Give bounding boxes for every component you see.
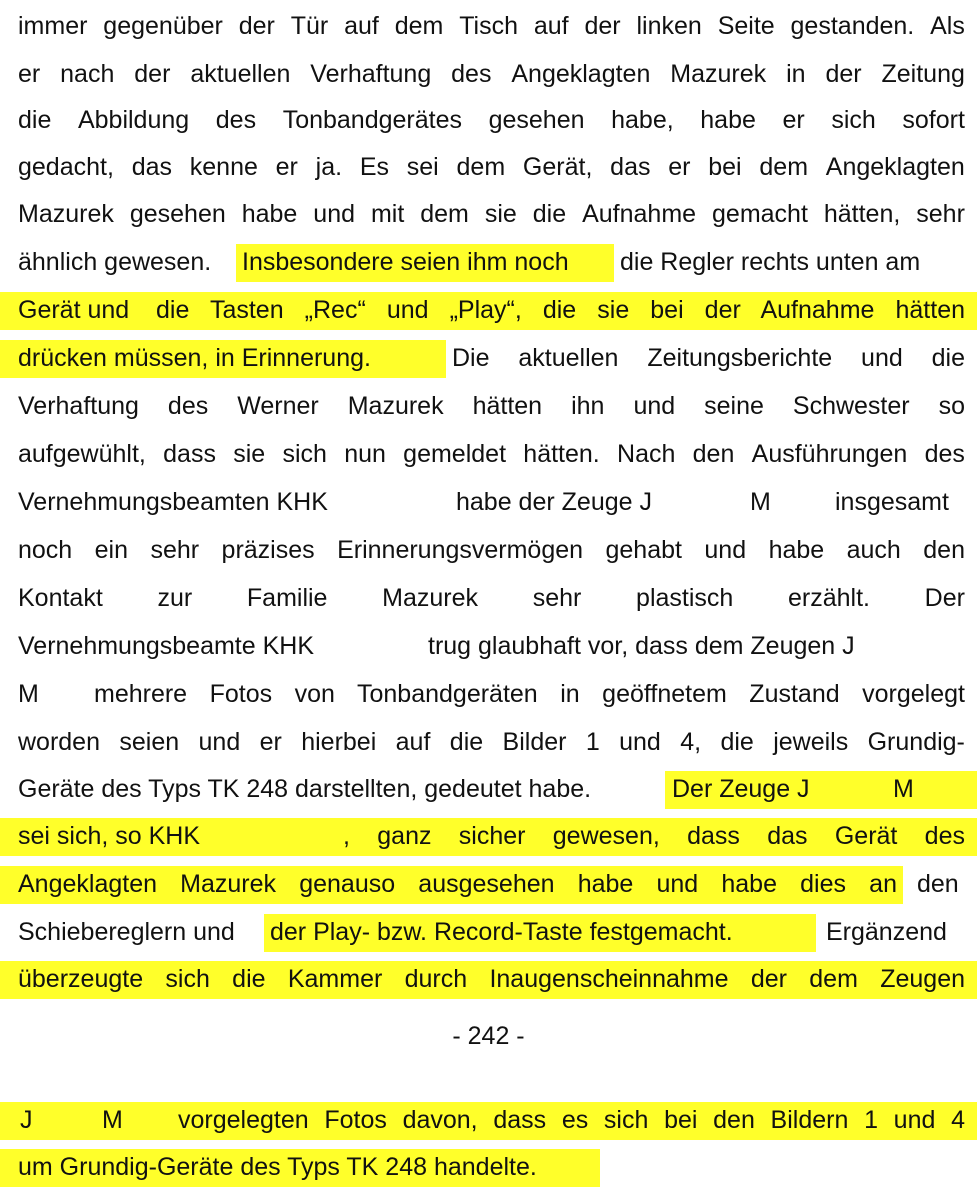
word: sei xyxy=(406,153,439,181)
word: Ausführungen xyxy=(751,440,908,468)
word: Tür xyxy=(290,12,329,40)
word: der xyxy=(584,12,621,40)
word: 1 xyxy=(585,728,600,756)
word: dem xyxy=(420,200,469,228)
highlighted-text: sei sich, so KHK xyxy=(18,822,201,850)
highlighted-text: Insbesondere seien ihm noch xyxy=(242,248,569,276)
word: sehr xyxy=(532,584,582,612)
word: gesehen xyxy=(488,106,585,134)
word: hierbei xyxy=(301,728,377,756)
word: das xyxy=(131,153,172,181)
word: hätten, xyxy=(823,200,901,228)
word: Seite xyxy=(717,12,775,40)
word: worden xyxy=(18,728,100,756)
word: sie xyxy=(484,200,517,228)
word: er xyxy=(782,106,805,134)
word: jeweils xyxy=(773,728,849,756)
word: des xyxy=(167,392,209,420)
word: gedacht, xyxy=(18,153,114,181)
word: Erinnerungsvermögen xyxy=(337,536,584,564)
highlighted-text: Angeklagten Mazurek genauso ausgesehen habe und habe dies an xyxy=(18,870,897,898)
text-segment: Schiebereglern und xyxy=(18,918,235,946)
word: noch xyxy=(18,536,73,564)
text-line xyxy=(0,1096,977,1144)
word: Angeklagten xyxy=(511,60,651,88)
word: Es xyxy=(359,153,390,181)
text-line xyxy=(18,526,965,574)
text-segment: insgesamt xyxy=(835,488,949,516)
word: die xyxy=(532,200,567,228)
word: ja. xyxy=(315,153,343,181)
highlighted-text: , ganz sicher gewesen, dass das Gerät des xyxy=(343,822,965,850)
text-line xyxy=(18,430,965,478)
word: hätten. xyxy=(523,440,600,468)
word: Mazurek xyxy=(18,200,114,228)
word: in xyxy=(786,60,806,88)
text-segment: Ergänzend xyxy=(826,918,947,946)
word: des xyxy=(215,106,257,134)
page-number: - 242 - xyxy=(452,1022,525,1050)
word: Gerät, xyxy=(522,153,593,181)
word: zur xyxy=(157,584,193,612)
text-segment: Gerät und xyxy=(18,296,130,324)
word: Abbildung xyxy=(77,106,190,134)
highlighted-text: M xyxy=(893,775,914,803)
word: Zeitung xyxy=(881,60,965,88)
word: dem xyxy=(759,153,809,181)
text-segment: trug glaubhaft vor, dass dem Zeugen J xyxy=(428,632,855,660)
text-line xyxy=(0,812,977,860)
word: hätten xyxy=(472,392,543,420)
word: Aufnahme xyxy=(582,200,697,228)
word: Der xyxy=(924,584,965,612)
word: sie xyxy=(233,440,266,468)
text-line xyxy=(0,622,977,670)
text-line xyxy=(18,96,965,144)
text-segment: Die aktuellen Zeitungsberichte und die xyxy=(452,344,965,372)
word: dem xyxy=(456,153,506,181)
word: Mazurek xyxy=(670,60,767,88)
word: ein xyxy=(94,536,129,564)
text-line xyxy=(0,670,977,718)
text-segment: habe der Zeuge J xyxy=(456,488,652,516)
text-segment: Geräte des Typs TK 248 darstellten, gedeutet habe. xyxy=(18,775,592,803)
word: sofort xyxy=(902,106,965,134)
text-segment: Vernehmungsbeamten KHK xyxy=(18,488,328,516)
highlighted-text: drücken müssen, in Erinnerung. xyxy=(18,344,371,372)
text-line xyxy=(18,718,965,766)
word: des xyxy=(451,60,492,88)
word: immer xyxy=(18,12,88,40)
word: Familie xyxy=(246,584,328,612)
text-line xyxy=(0,908,977,956)
word: Mazurek xyxy=(382,584,479,612)
word: er xyxy=(259,728,282,756)
text-segment: mehrere Fotos von Tonbandgeräten in geöffnetem Zustand vorgelegt xyxy=(94,680,965,708)
text-line xyxy=(0,765,977,813)
text-segment: den xyxy=(917,870,959,898)
word: gehabt xyxy=(605,536,682,564)
word: Werner xyxy=(237,392,319,420)
text-line xyxy=(18,143,965,191)
text-line xyxy=(0,286,977,334)
word: plastisch xyxy=(636,584,734,612)
word: und xyxy=(704,536,747,564)
word: gemacht xyxy=(712,200,808,228)
text-line xyxy=(0,860,977,908)
word: gestanden. xyxy=(790,12,915,40)
word: auch xyxy=(846,536,901,564)
word: aufgewühlt, xyxy=(18,440,146,468)
word: bei xyxy=(708,153,742,181)
word: und xyxy=(633,392,676,420)
word: auf xyxy=(344,12,379,40)
word: sich xyxy=(282,440,327,468)
word: dem xyxy=(394,12,444,40)
word: Grundig- xyxy=(867,728,965,756)
word: der xyxy=(825,60,862,88)
word: Verhaftung xyxy=(310,60,432,88)
word: sehr xyxy=(150,536,200,564)
word: kenne xyxy=(189,153,258,181)
word: die xyxy=(18,106,52,134)
highlighted-text: überzeugte sich die Kammer durch Inaugenscheinnahme der dem Zeugen xyxy=(18,965,965,993)
word: habe, xyxy=(611,106,674,134)
text-line xyxy=(0,1143,977,1191)
word: er xyxy=(668,153,691,181)
highlighted-text: Der Zeuge J xyxy=(672,775,810,803)
word: den xyxy=(923,536,965,564)
word: Bilder xyxy=(502,728,567,756)
word: der xyxy=(134,60,171,88)
text-line xyxy=(18,2,965,50)
word: 4, xyxy=(680,728,702,756)
text-segment: die Regler rechts unten am xyxy=(620,248,921,276)
highlighted-text: die Tasten „Rec“ und „Play“, die sie bei der Aufnahme hätten xyxy=(156,296,965,324)
word: habe xyxy=(700,106,756,134)
word: sehr xyxy=(916,200,965,228)
text-segment: ähnlich gewesen. xyxy=(18,248,212,276)
word: der xyxy=(238,12,275,40)
highlighted-text: J xyxy=(20,1106,33,1134)
word: habe xyxy=(241,200,298,228)
text-line xyxy=(0,955,977,1003)
word: gegenüber xyxy=(103,12,223,40)
word: gesehen xyxy=(129,200,226,228)
word: Angeklagten xyxy=(825,153,965,181)
word: den xyxy=(692,440,735,468)
text-line xyxy=(18,574,965,622)
word: nach xyxy=(60,60,115,88)
word: ihn xyxy=(571,392,605,420)
highlighted-text: um Grundig-Geräte des Typs TK 248 handelte. xyxy=(18,1153,537,1181)
word: gemeldet xyxy=(403,440,507,468)
word: des xyxy=(924,440,965,468)
word: und xyxy=(313,200,356,228)
highlighted-text: M xyxy=(102,1106,123,1134)
word: die xyxy=(720,728,754,756)
text-line xyxy=(18,382,965,430)
word: mit xyxy=(370,200,405,228)
highlighted-text: vorgelegten Fotos davon, dass es sich bei den Bildern 1 und 4 xyxy=(178,1106,965,1134)
text-line xyxy=(18,190,965,238)
text-line xyxy=(18,50,965,98)
word: habe xyxy=(768,536,825,564)
word: Tisch xyxy=(459,12,519,40)
word: Als xyxy=(930,12,965,40)
word: er xyxy=(275,153,298,181)
word: Schwester xyxy=(792,392,910,420)
word: Nach xyxy=(617,440,676,468)
word: Kontakt xyxy=(18,584,103,612)
text-line xyxy=(0,238,977,286)
text-segment: M xyxy=(18,680,39,708)
text-line xyxy=(0,334,977,382)
text-segment: M xyxy=(750,488,771,516)
word: dass xyxy=(163,440,216,468)
word: auf xyxy=(533,12,569,40)
word: seien xyxy=(119,728,180,756)
word: die xyxy=(449,728,484,756)
text-line xyxy=(0,478,977,526)
word: seine xyxy=(704,392,764,420)
word: linken xyxy=(636,12,702,40)
word: nun xyxy=(344,440,386,468)
word: das xyxy=(610,153,651,181)
word: auf xyxy=(395,728,431,756)
text-segment: Vernehmungsbeamte KHK xyxy=(18,632,315,660)
word: er xyxy=(18,60,41,88)
word: Verhaftung xyxy=(18,392,139,420)
word: Tonbandgerätes xyxy=(282,106,462,134)
word: aktuellen xyxy=(190,60,291,88)
word: Mazurek xyxy=(347,392,444,420)
word: erzählt. xyxy=(788,584,870,612)
word: und xyxy=(198,728,241,756)
highlighted-text: der Play- bzw. Record-Taste festgemacht. xyxy=(270,918,733,946)
word: so xyxy=(938,392,965,420)
word: präzises xyxy=(221,536,315,564)
word: und xyxy=(619,728,661,756)
word: sich xyxy=(831,106,876,134)
